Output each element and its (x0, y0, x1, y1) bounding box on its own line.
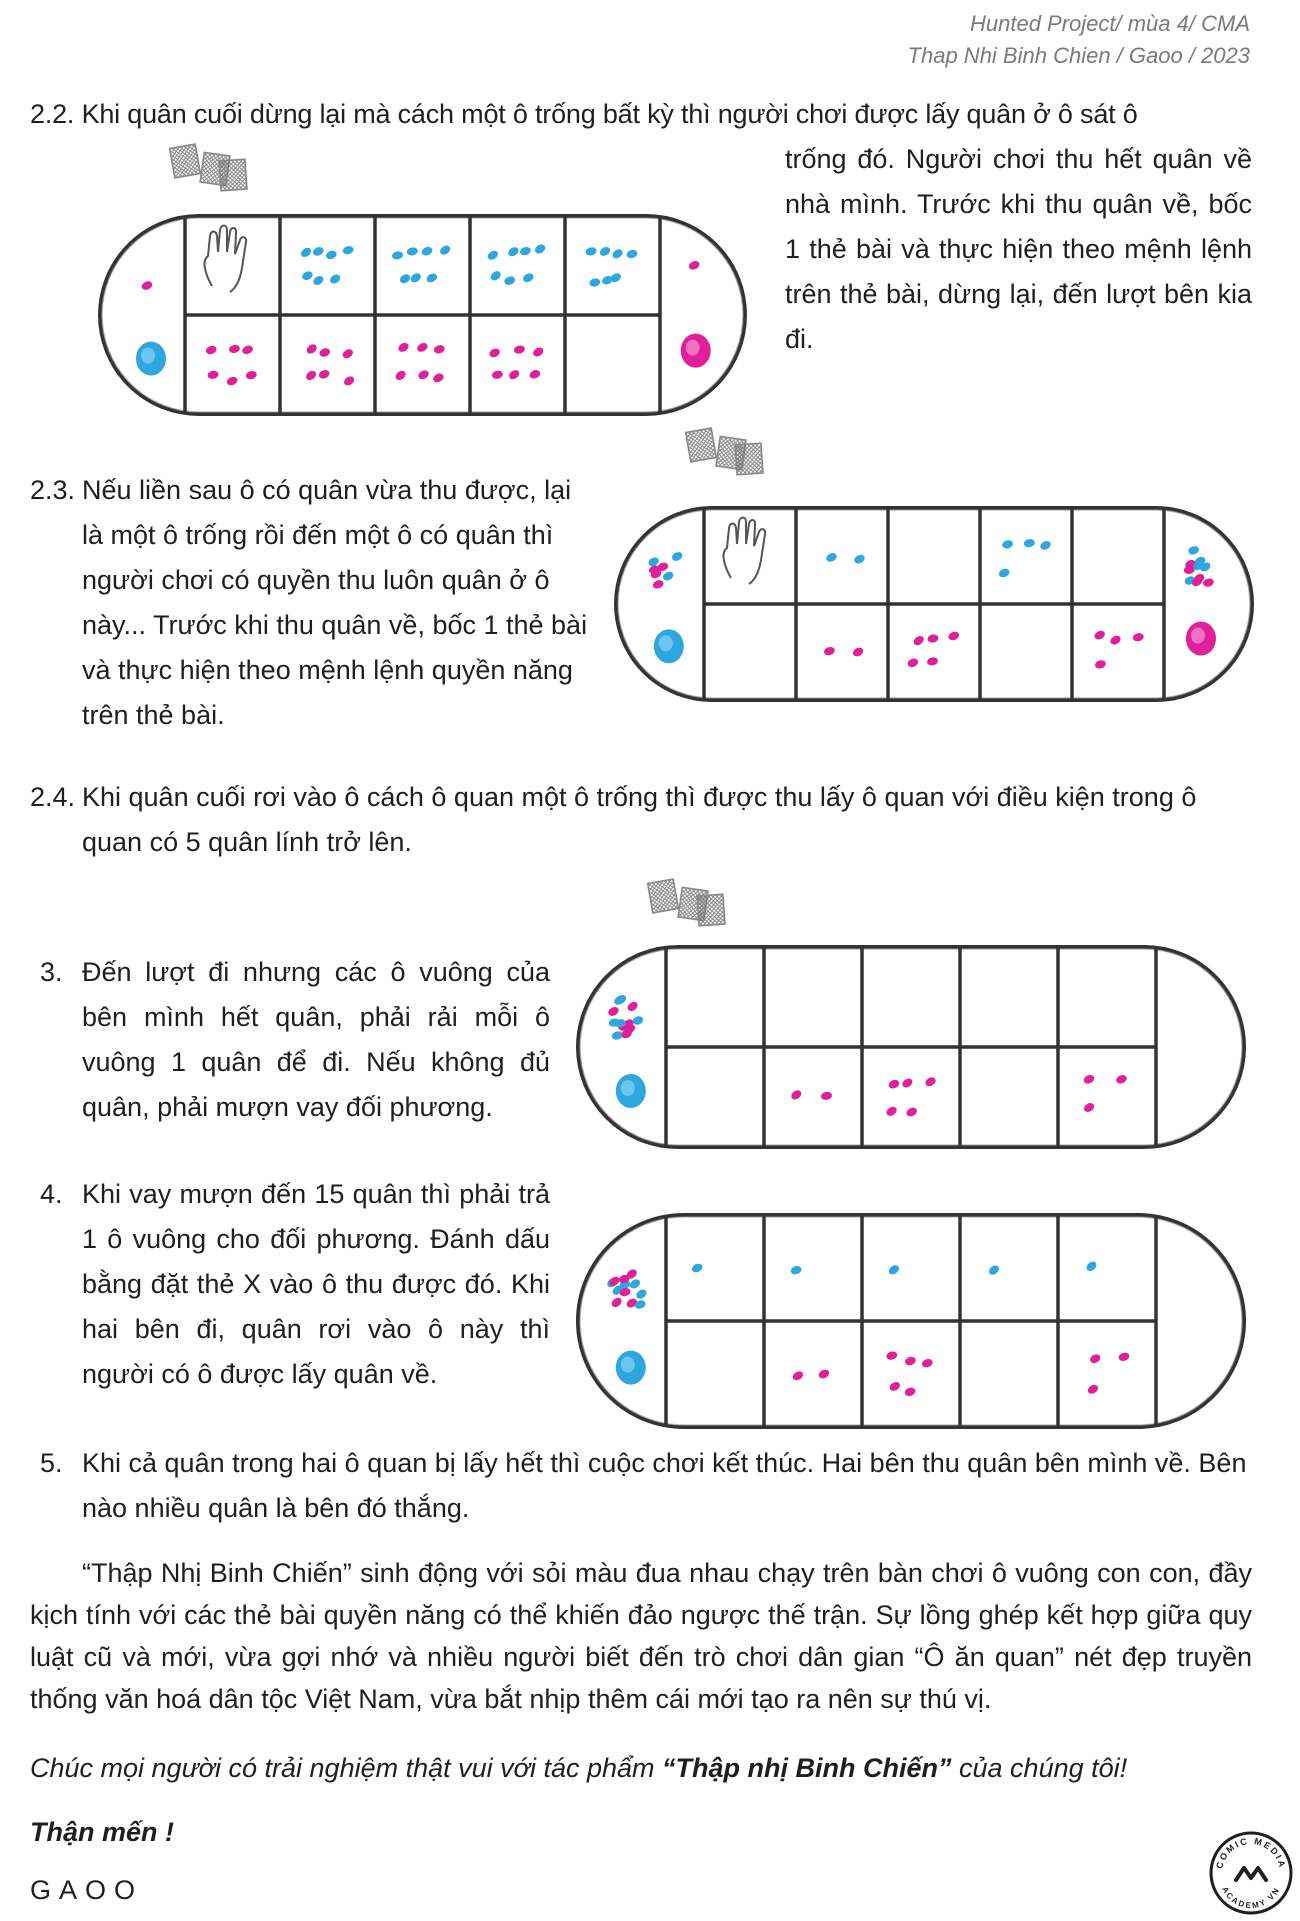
pebble (433, 344, 446, 355)
pebble (887, 1078, 900, 1090)
pebble (1187, 545, 1200, 556)
pebble (998, 567, 1011, 579)
pebble (397, 341, 411, 354)
pebble (513, 345, 525, 355)
power-card (686, 428, 717, 462)
pebble (304, 369, 318, 382)
signoff: Thận mến ! (30, 1817, 175, 1847)
big-quan-pebble-highlight (141, 348, 155, 364)
pebble (626, 249, 639, 259)
power-card (219, 159, 247, 191)
rule-number: 5. (40, 1448, 63, 1478)
pebble (947, 630, 960, 641)
pebble (432, 372, 445, 384)
board-drawing (616, 428, 1252, 700)
wish-text-after: của chúng tôi! (951, 1753, 1128, 1783)
game-board-4 (570, 1205, 1260, 1440)
big-quan-pebble-highlight (686, 340, 700, 356)
power-cards-icon (686, 428, 763, 475)
pebble (406, 246, 418, 256)
rule-number: 4. (40, 1179, 63, 1209)
power-cards-icon (170, 144, 247, 191)
wish-text-before: Chúc mọi người có trải nghiệm thật vui với tác phẩm (30, 1753, 663, 1783)
rule-5-text: Khi cả quân trong hai ô quan bị lấy hết thì cuộc chơi kết thúc. Hai bên thu quân bên mình về. Bên nào nhiều quân là bên đó thắng. (82, 1448, 1247, 1523)
pebble (589, 277, 602, 287)
pebble (1115, 1074, 1128, 1085)
rule-3 (40, 950, 550, 1130)
power-card (735, 443, 763, 475)
pebble (885, 1350, 898, 1361)
pebble (342, 245, 355, 256)
big-quan-pebble-highlight (621, 1357, 635, 1373)
pebble (519, 246, 532, 257)
big-quan-pebble-highlight (621, 1080, 635, 1096)
pebble (1088, 1353, 1101, 1365)
header-line-1: Hunted Project/ mùa 4/ CMA (969, 11, 1250, 36)
pebble (688, 259, 701, 271)
pebble (690, 1262, 703, 1274)
power-cards-icon (648, 879, 725, 926)
pebble (791, 1370, 805, 1382)
pebble (417, 369, 430, 381)
pebble (631, 1015, 644, 1026)
pebble (820, 1091, 832, 1101)
pebble (1023, 538, 1035, 548)
rule-4 (40, 1172, 550, 1397)
pebble (522, 272, 535, 284)
pebble (790, 1265, 803, 1276)
power-card (697, 894, 725, 926)
rule-2-4 (30, 775, 1252, 865)
pebble (987, 1264, 1001, 1277)
pebble (1109, 634, 1123, 647)
pebble (409, 271, 423, 284)
pebble (1086, 1383, 1100, 1395)
rule-number: 2.4. (30, 782, 76, 812)
pebble (635, 1288, 649, 1301)
pebble (1039, 539, 1052, 551)
pebble (926, 656, 938, 666)
logo-bottom-text: ACADEMY VN (1220, 1885, 1282, 1911)
rule-2-2-first-line (30, 92, 1252, 137)
game-board-2 (608, 420, 1263, 720)
pebble (533, 243, 547, 256)
pebble (207, 370, 219, 380)
pebble (398, 272, 412, 285)
pebble (652, 579, 665, 590)
pebble (790, 1088, 804, 1101)
rule-number: 2.3. (30, 475, 76, 505)
pebble (823, 646, 836, 657)
rule-4-text: Khi vay mượn đến 15 quân thì phải trả 1 ô vuông cho đối phương. Đánh dấu bằng đặt thẻ X vào ô thu được đó. Khi hai bên đi, quân rơi vào ô này thì người có ô được lấy quân về. (82, 1179, 550, 1389)
pebble (611, 247, 625, 260)
pebble (924, 1075, 938, 1088)
pebble (245, 370, 258, 381)
big-quan-pebble-highlight (1191, 628, 1205, 644)
pebble (851, 646, 864, 658)
pebble (927, 634, 939, 644)
rule-2-2 (30, 92, 1252, 137)
pebble (1132, 632, 1145, 642)
pebble (328, 273, 342, 286)
pebble (342, 374, 356, 387)
pebble (921, 1358, 934, 1369)
pebble (531, 346, 545, 359)
board-drawing (100, 144, 745, 414)
pebble (507, 368, 521, 381)
game-board-1 (92, 140, 772, 420)
right-cap-pebbles (1183, 545, 1215, 588)
power-card (170, 144, 201, 178)
rule-3-text: Đến lượt đi nhưng các ô vuông của bên mình hết quân, phải rải mỗi ô vuông 1 quân để đi. Nếu không đủ quân, phải mượn vay đối phương. (82, 957, 550, 1122)
pebble (226, 375, 239, 387)
pebble (241, 344, 254, 356)
header-line-2: Thap Nhi Binh Chien / Gaoo / 2023 (907, 43, 1250, 68)
pebble (912, 634, 926, 647)
rule-2-4-text: Khi quân cuối rơi vào ô cách ô quan một ô trống thì được thu lấy ô quan với điều kiện trong ô quan có 5 quân lính trở lên. (82, 782, 1197, 857)
hand-icon (724, 518, 766, 585)
pebble (140, 280, 153, 292)
pebble (888, 1380, 902, 1393)
closing-wish (30, 1746, 1252, 1791)
pebble (1082, 1101, 1096, 1114)
pebble (585, 246, 598, 257)
pebble (325, 249, 338, 261)
pebble (228, 344, 240, 354)
pebble (607, 1005, 621, 1018)
rule-number: 3. (40, 957, 63, 987)
pebble (670, 550, 684, 562)
pebble (341, 347, 355, 360)
pebble (904, 1386, 917, 1397)
pebble (1094, 659, 1107, 670)
board-drawing (578, 1215, 1244, 1427)
pebble (1202, 577, 1215, 588)
rule-5 (40, 1441, 1252, 1531)
power-card (648, 879, 679, 913)
author-name: GAOO (30, 1875, 144, 1905)
left-cap-pebbles (647, 550, 684, 590)
pebble (318, 347, 331, 358)
rule-number: 2.2. (30, 99, 75, 129)
pebble (507, 245, 521, 258)
pebble (904, 1356, 917, 1367)
wish-work-title: “Thập nhị Binh Chiến” (662, 1753, 952, 1783)
pebble (1085, 1260, 1099, 1273)
pebble (825, 551, 838, 563)
hand-icon (205, 226, 247, 293)
pebble (885, 1105, 899, 1118)
pebble (853, 553, 866, 565)
pebble (425, 272, 438, 284)
pebble (887, 1263, 901, 1276)
pebble (901, 1077, 915, 1090)
pebble (628, 1277, 642, 1290)
pebble (205, 344, 218, 355)
logo-top-text: COMIC MEDIA (1214, 1835, 1288, 1870)
pebble (299, 246, 313, 259)
game-board-3 (570, 865, 1260, 1170)
rule-2-3-text: Nếu liền sau ô có quân vừa thu được, lại là một ô trống rồi đến một ô có quân thì người chơi có quyền thu luôn quân ở ô này... Trước khi thu quân về, bốc 1 thẻ bài và thực hiện theo mệnh lệnh quyền năng trên thẻ bài. (82, 475, 588, 730)
pebble (661, 570, 674, 582)
pebble (391, 250, 403, 260)
pebble (491, 369, 504, 379)
pebble (598, 245, 612, 258)
pebble (503, 275, 516, 286)
closing-paragraph: “Thập Nhị Binh Chiến” sinh động với sỏi màu đua nhau chạy trên bàn chơi ô vuông con con, đầy kịch tính với các thẻ bài quyền năng có thể khiến đảo ngược thế trận. Sự lồng ghép kết hợp giữa quy luật cũ và mới, vừa gợi nhớ và nhiều người biết đến trò chơi dân gian “Ô ăn quan” nét đẹp truyền thống văn hoá dân tộc Việt Nam, vừa bắt nhịp thêm cái mới tạo ra nên sự thú vị. (30, 1558, 1252, 1714)
pebble (1118, 1351, 1131, 1362)
rule-2-2-text-start: Khi quân cuối dừng lại mà cách một ô trống bất kỳ thì người chơi được lấy quân ở ô sát ô (81, 99, 1138, 129)
pebble (489, 269, 503, 282)
pebble (488, 347, 501, 359)
right-cap-pebbles (688, 259, 701, 271)
pebble (1001, 539, 1014, 550)
document-header (908, 8, 1250, 72)
pebble (817, 1368, 830, 1380)
left-cap-pebbles (605, 1267, 648, 1310)
pebble (528, 369, 541, 381)
pebble (906, 657, 919, 669)
pebble (626, 1000, 640, 1013)
pebble (905, 1106, 918, 1118)
pebble (312, 245, 325, 257)
rule-2-3 (30, 468, 590, 738)
pebble (420, 245, 433, 257)
pebble (312, 274, 326, 287)
rule-2-2-continuation: trống đó. Người chơi thu hết quân về nhà mình. Trước khi thu quân về, bốc 1 thẻ bài và thực hiện theo mệnh lệnh trên thẻ bài, dừng lại, đến lượt bên kia đi. (785, 144, 1252, 354)
left-cap-pebbles (607, 993, 645, 1041)
left-cap-pebbles (140, 280, 153, 292)
pebble (610, 1296, 624, 1309)
pebble (394, 369, 408, 382)
pebble (1093, 629, 1106, 641)
pebble (438, 244, 452, 257)
pebble (416, 341, 429, 353)
big-quan-pebble-highlight (659, 635, 673, 651)
pebble (1082, 1073, 1095, 1085)
pebble (301, 270, 314, 282)
pebble (305, 342, 319, 355)
pebble (486, 249, 500, 262)
comic-media-academy-logo (1208, 1830, 1294, 1921)
pebble (318, 368, 331, 380)
board-drawing (578, 879, 1244, 1147)
